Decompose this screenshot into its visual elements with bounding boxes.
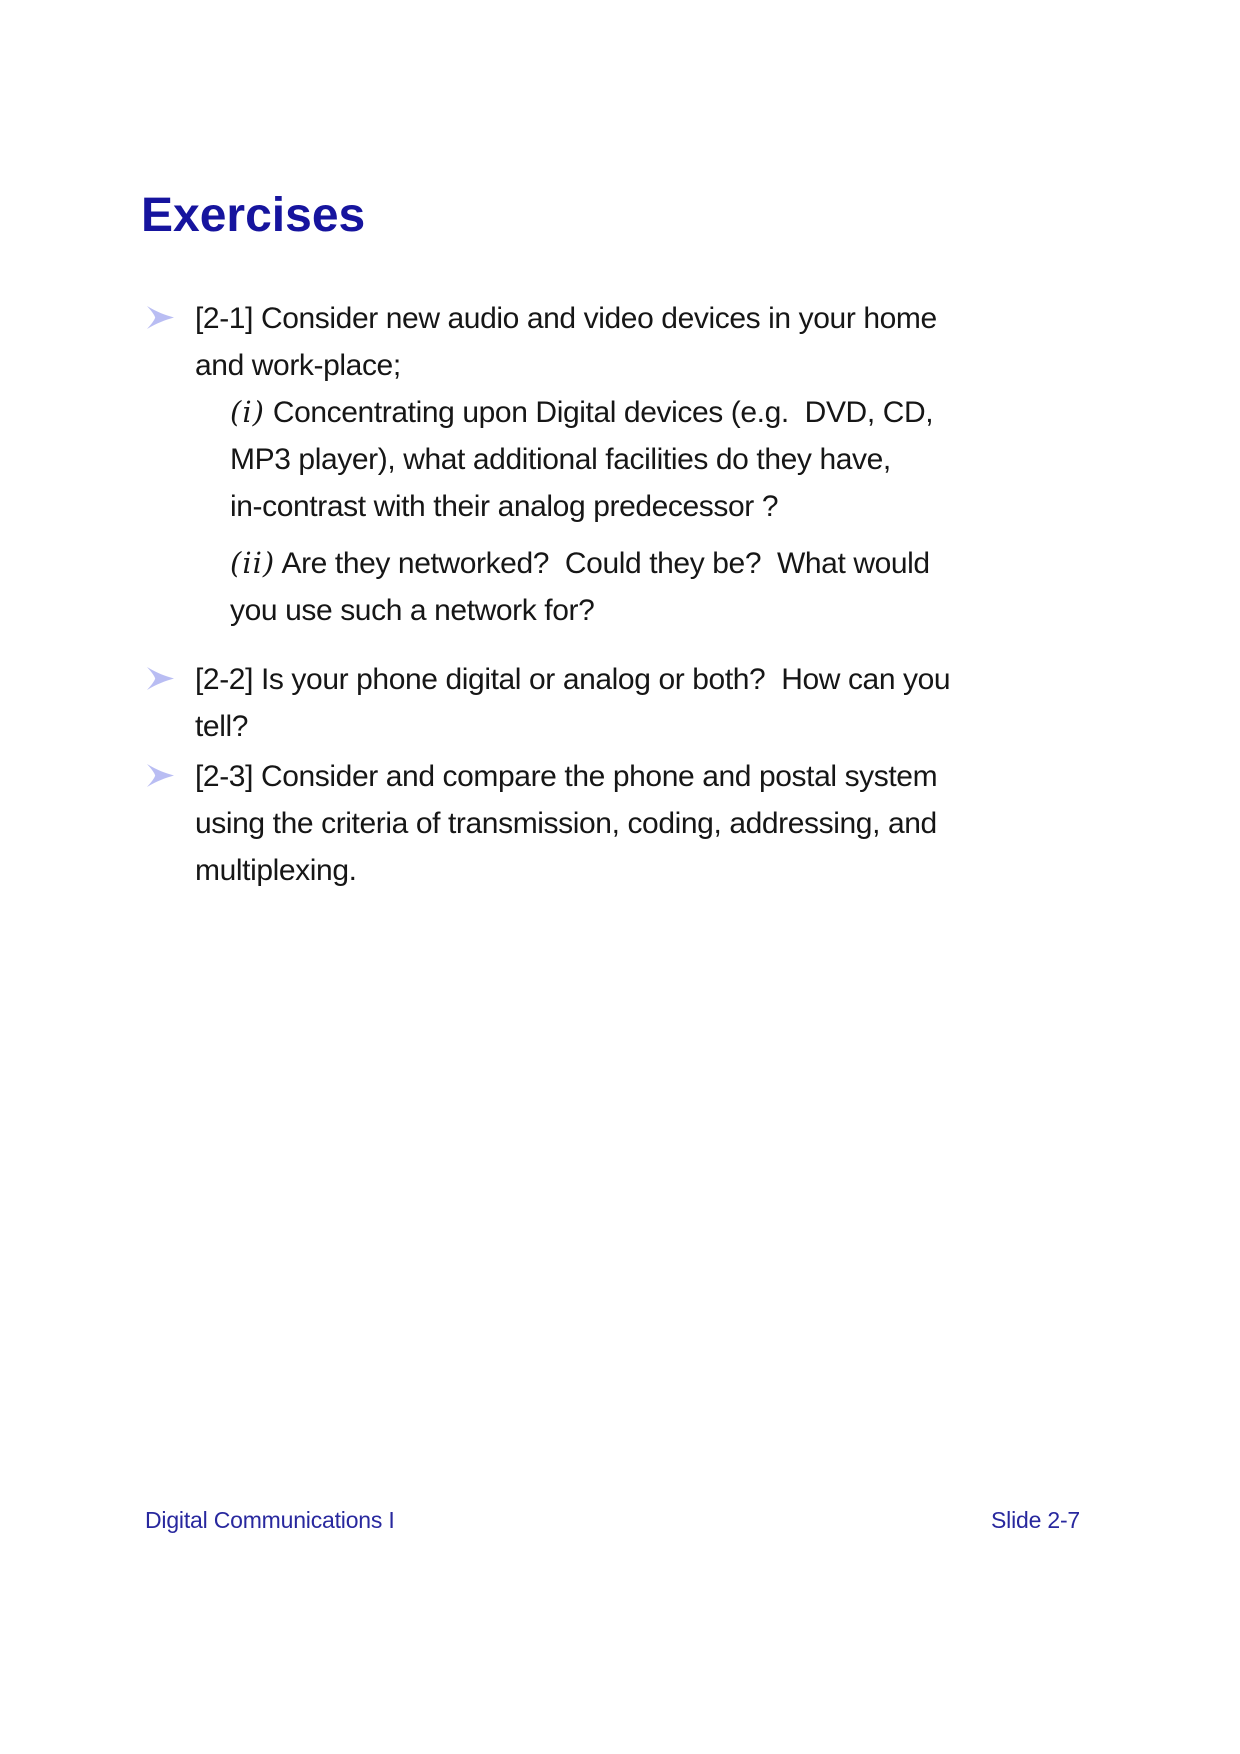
footer-course-name: Digital Communications I [145, 1507, 395, 1533]
text-line: [2-2] Is your phone digital or analog or both? How can you [195, 663, 951, 696]
text-segment: Concentrating upon Digital devices (e.g. DVD, CD, [264, 396, 934, 429]
page-title: Exercises [141, 189, 366, 243]
text-line: [2-3] Consider and compare the phone and postal system [195, 760, 938, 793]
bullet-arrow-icon [145, 764, 175, 787]
text-line: tell? [195, 710, 249, 743]
text-line: and work-place; [195, 349, 401, 382]
bullet-arrow-icon [145, 667, 175, 690]
text-line [230, 540, 1150, 587]
text-line: in-contrast with their analog predecessor ? [230, 490, 779, 523]
text-line: multiplexing. [195, 854, 357, 887]
exercise-item-2-2 [195, 656, 1150, 750]
text-line: MP3 player), what additional facilities do they have, [230, 443, 891, 476]
sub-exercise-i [230, 389, 1150, 530]
roman-numeral-marker: (ii) [230, 546, 276, 580]
footer-slide-number: Slide 2-7 [991, 1507, 1080, 1533]
text-line: you use such a network for? [230, 594, 595, 627]
sub-exercise-ii [230, 540, 1150, 634]
text-segment: Are they networked? Could they be? What would [275, 547, 930, 580]
text-line: using the criteria of transmission, coding, addressing, and [195, 807, 937, 840]
exercise-item-2-1 [195, 295, 1150, 634]
exercise-item-2-3 [195, 753, 1150, 894]
text-line: [2-1] Consider new audio and video devices in your home [195, 302, 937, 335]
roman-numeral-marker: (i) [230, 395, 265, 429]
text-line [230, 389, 1150, 436]
bullet-arrow-icon [145, 306, 175, 329]
